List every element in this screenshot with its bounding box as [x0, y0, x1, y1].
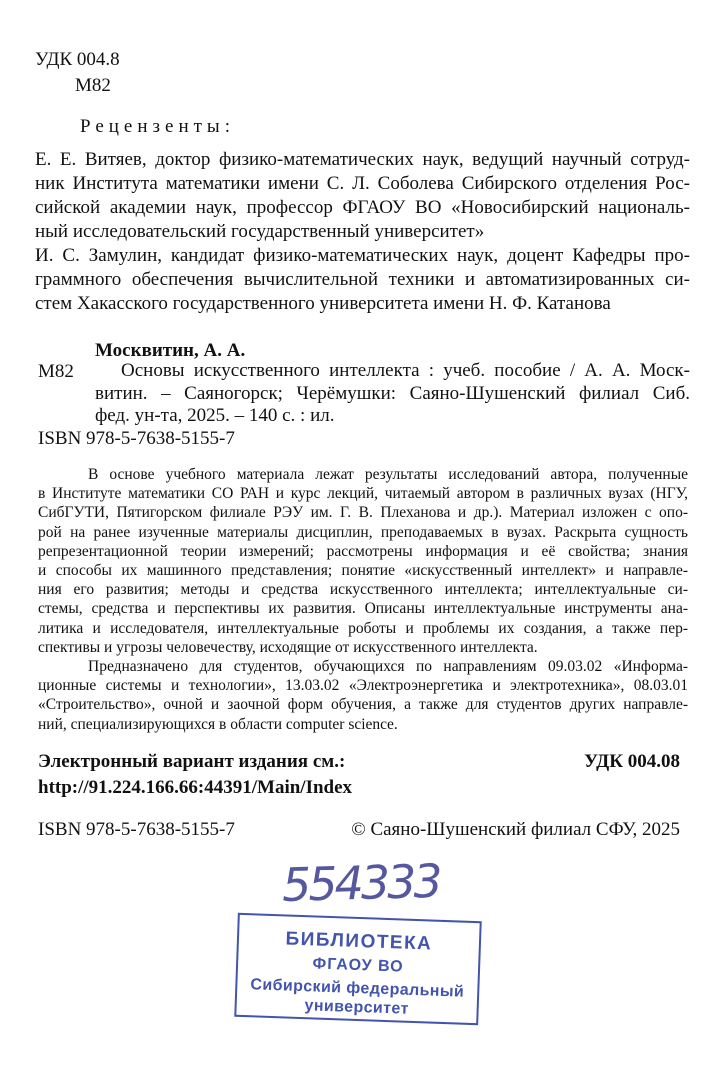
catalog-author-mark: М82	[38, 361, 74, 382]
footer-isbn: ISBN 978-5-7638-5155-7	[38, 819, 235, 840]
catalog-author: Москвитин, А. А.	[95, 340, 246, 361]
annotation-line: ний, специализирующихся в области computer science.	[38, 715, 398, 733]
annotation	[38, 465, 688, 734]
reviewer-entry	[35, 148, 690, 244]
handwritten-inventory-number: 554333	[281, 853, 441, 912]
reviewer-text-line: И. С. Замулин, кандидат физико-математических наук, доцент Кафедры про-	[35, 245, 690, 266]
annotation-line: В основе учебного материала лежат результаты исследований автора, полученные	[88, 466, 688, 483]
author-mark: М82	[75, 75, 111, 96]
annotation-line: и способы их машинного представления; понятие «искусственный интеллект» и направле-	[38, 562, 688, 580]
annotation-paragraph	[38, 657, 688, 734]
annotation-line: СибГУТИ, Пятигорском филиале РЭУ им. Г. В. Плеханова и др.). Материал изложен с опо-	[38, 504, 688, 522]
annotation-line: в Институте математики СО РАН и курс лекций, читаемый автором в различных вузах (НГУ,	[38, 485, 688, 503]
annotation-line: стемы, средства и перспективы их развития. Описаны интеллектуальные инструменты ана-	[38, 600, 688, 618]
udc-code: УДК 004.8	[35, 49, 120, 70]
catalog-description-line: Основы искусственного интеллекта : учеб. пособие / А. А. Моск-	[121, 360, 690, 381]
annotation-line: ционные системы и технологии», 13.03.02 «Электроэнергетика и электротехника», 08.03.01	[38, 677, 688, 695]
stamp-line: университет	[304, 997, 410, 1018]
annotation-line: рой на ранее изученные материалы дисциплин, преподаваемых в вузах. Раскрыта сущность	[38, 523, 688, 541]
annotation-paragraph	[38, 465, 688, 657]
reviewers-heading: Рецензенты:	[80, 116, 235, 137]
reviewer-entry	[35, 244, 690, 316]
electronic-version-url: http://91.224.166.66:44391/Main/Index	[38, 777, 353, 798]
reviewers-section	[35, 148, 690, 316]
catalog-description-line: фед. ун-та, 2025. – 140 с. : ил.	[95, 405, 335, 426]
stamp-line: БИБЛИОТЕКА	[285, 928, 433, 955]
udc-code-bottom: УДК 004.08	[584, 751, 680, 772]
electronic-version-label: Электронный вариант издания см.:	[38, 751, 346, 772]
reviewer-text-line: ник Института математики имени С. Л. Соболева Сибирского отделения Рос-	[35, 173, 690, 194]
copyright-notice: © Саяно-Шушенский филиал СФУ, 2025	[351, 819, 680, 840]
reviewer-text-line: Е. Е. Витяев, доктор физико-математических наук, ведущий научный сотруд-	[35, 149, 690, 170]
reviewer-text-line: стем Хакасского государственного университета имени Н. Ф. Катанова	[35, 293, 611, 314]
catalog-description	[95, 360, 690, 428]
catalog-description-line: витин. – Саяногорск; Черёмушки: Саяно-Шушенский филиал Сиб.	[95, 382, 690, 404]
reviewer-text-line: ный исследовательский государственный университет»	[35, 221, 485, 242]
annotation-line: Предназначено для студентов, обучающихся по направлениям 09.03.02 «Информа-	[88, 658, 688, 676]
annotation-line: спективы и угрозы человечеству, исходящие от искусственного интеллекта.	[38, 638, 538, 656]
library-stamp	[234, 913, 481, 1025]
annotation-line: «Строительство», очной и заочной форм обучения, а также для студентов других направле-	[38, 696, 688, 714]
catalog-isbn: ISBN 978-5-7638-5155-7	[38, 428, 235, 449]
reviewer-text-line: граммного обеспечения вычислительной техники и автоматизированных си-	[35, 269, 690, 290]
reviewer-text-line: сийской академии наук, профессор ФГАОУ ВО «Новосибирский националь-	[35, 197, 690, 218]
annotation-line: ния его развития; методы и средства искусственного интеллекта; интеллектуальные си-	[38, 581, 688, 599]
stamp-line: ФГАОУ ВО	[312, 955, 404, 976]
annotation-line: репрезентационной теории измерений; рассмотрены информация и её свойства; знания	[38, 542, 688, 560]
annotation-line: литика и исследователя, интеллектуальные роботы и проблемы их создания, а также пер-	[38, 619, 688, 637]
stamp-line: Сибирский федеральный	[250, 976, 465, 1001]
